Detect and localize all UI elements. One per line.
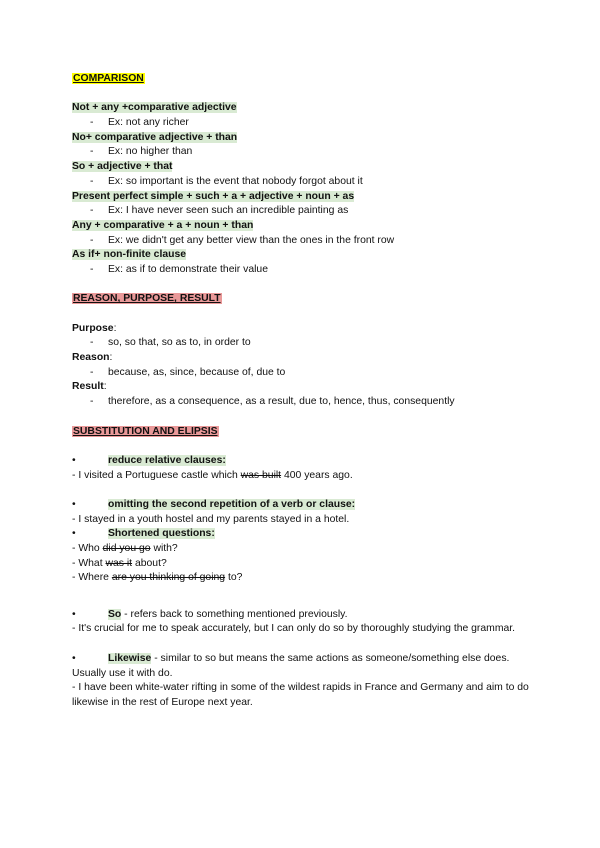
- bullet-reduce-relative: [72, 454, 542, 469]
- bullet-omitting: [72, 498, 542, 513]
- bullet-so: [72, 608, 542, 623]
- rule-text: Not + any +comparative adjective: [72, 102, 237, 114]
- bullet-description: - similar to so but means the same actions as someone/something else does. Usually use it with do.: [72, 652, 510, 679]
- bullet-icon: •: [72, 608, 76, 620]
- section-title: REASON, PURPOSE, RESULT: [73, 293, 221, 305]
- example-text: Ex: we didn't get any better view than the ones in the front row: [108, 234, 395, 246]
- bullet-icon: •: [72, 528, 76, 540]
- category-label-line: Purpose:: [72, 322, 117, 334]
- example-line: - Ex: as if to demonstrate their value: [90, 263, 268, 275]
- bullet-heading: reduce relative clauses:: [108, 454, 226, 466]
- category-label: Reason: [72, 352, 110, 364]
- example-text: Ex: as if to demonstrate their value: [108, 263, 268, 275]
- rule-text: No+ comparative adjective + than: [72, 131, 238, 143]
- section-title: COMPARISON: [73, 73, 144, 84]
- section-reason-heading: [72, 292, 542, 307]
- rule-line: [72, 131, 542, 146]
- connectors-line: - therefore, as a consequence, as a result, due to, hence, thus, consequently: [90, 396, 455, 408]
- example-text: Ex: I have never seen such an incredible painting as: [108, 205, 349, 217]
- struck-text: did you go: [102, 543, 151, 554]
- rule-text: Any + comparative + a + noun + than: [72, 219, 254, 231]
- rule-text: So + adjective + that: [72, 161, 173, 173]
- example-line: - Ex: I have never seen such an incredible painting as: [90, 205, 349, 217]
- rule-text: As if+ non-finite clause: [72, 249, 187, 261]
- category-label-line: Result:: [72, 381, 107, 393]
- rule-line: [72, 219, 542, 234]
- comparison-rules: [72, 101, 542, 277]
- rule-line: [72, 101, 542, 116]
- example-paragraph: - I have been white-water rifting in some of the wildest rapids in France and Germany and aim to do likewise in the rest of Europe next year.: [72, 682, 529, 708]
- example-text: Ex: so important is the event that nobody forgot about it: [108, 175, 363, 187]
- bullet-heading: So: [108, 608, 122, 620]
- connectors-text: so, so that, so as to, in order to: [108, 337, 251, 349]
- bullet-shortened-questions: [72, 527, 542, 542]
- bullet-heading: Likewise: [108, 652, 152, 664]
- connectors-line: - because, as, since, because of, due to: [90, 366, 286, 378]
- category-label: Result: [72, 381, 104, 393]
- bullet-heading: Shortened questions:: [108, 528, 215, 540]
- example-line: - Ex: no higher than: [90, 146, 193, 158]
- example-paragraph: - It's crucial for me to speak accurately, but I can only do so by thoroughly studying the grammar.: [72, 623, 516, 635]
- section-title: SUBSTITUTION AND ELIPSIS: [73, 425, 218, 437]
- struck-text: was built: [240, 469, 282, 481]
- example-line: - Ex: not any richer: [90, 117, 189, 129]
- struck-text: was it: [105, 557, 133, 569]
- example-line: - Ex: we didn't get any better view than the ones in the front row: [90, 234, 395, 246]
- example-text: Ex: no higher than: [108, 146, 193, 158]
- example-line: - Where are you thinking of going to?: [72, 572, 243, 584]
- struck-text: are you thinking of going: [111, 572, 226, 584]
- bullet-description: - refers back to something mentioned previously.: [121, 608, 348, 620]
- example-line: - What was it about?: [72, 557, 167, 569]
- reason-list: [72, 322, 542, 410]
- example-line: - Who did you go with?: [72, 543, 178, 554]
- category-label: Purpose: [72, 322, 114, 334]
- bullet-icon: •: [72, 652, 76, 664]
- connectors-text: because, as, since, because of, due to: [108, 366, 286, 378]
- rule-line: [72, 248, 542, 263]
- bullet-icon: •: [72, 498, 76, 510]
- connectors-line: - so, so that, so as to, in order to: [90, 337, 251, 349]
- rule-line: [72, 190, 542, 205]
- category-label-line: Reason:: [72, 352, 113, 364]
- example-line: - I stayed in a youth hostel and my parents stayed in a hotel.: [72, 513, 350, 525]
- bullet-heading: omitting the second repetition of a verb or clause:: [108, 498, 356, 510]
- rule-text: Present perfect simple + such + a + adjective + noun + as: [72, 190, 355, 202]
- bullet-icon: •: [72, 454, 76, 466]
- rule-line: [72, 160, 542, 175]
- connectors-text: therefore, as a consequence, as a result, due to, hence, thus, consequently: [108, 396, 455, 408]
- example-line: - I visited a Portuguese castle which was built 400 years ago.: [72, 469, 353, 481]
- document-content: [72, 72, 542, 711]
- example-line: - Ex: so important is the event that nobody forgot about it: [90, 175, 363, 187]
- section-substitution-heading: [72, 425, 542, 440]
- bullet-likewise: [72, 652, 542, 681]
- section-comparison-heading: [72, 72, 542, 87]
- example-text: Ex: not any richer: [108, 117, 189, 129]
